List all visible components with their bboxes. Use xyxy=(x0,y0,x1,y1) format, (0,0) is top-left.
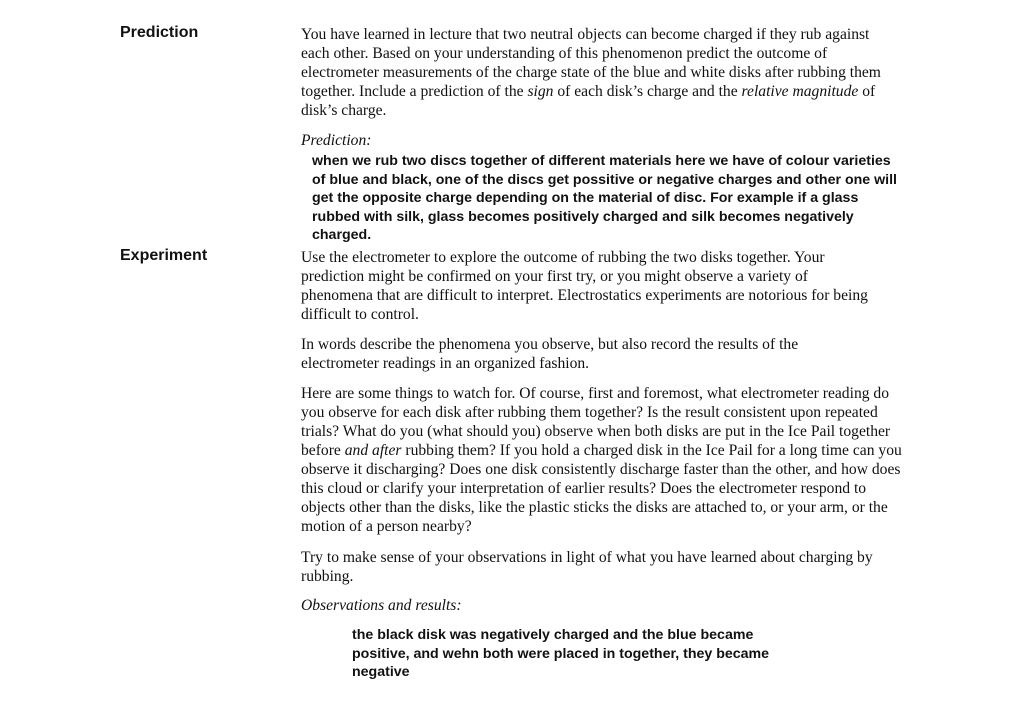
experiment-paragraph-3-text: Here are some things to watch for. Of course, first and foremost, what electrometer reading do you observe for each disk after rubbing them together? Is the result consistent upon repeated trials? What do you (what should you) observe when both disks are put in the Ice Pail together before xyxy=(301,385,891,459)
prediction-answer: when we rub two discs together of different materials here we have of colour varieties of blue and black, one of the discs get possitive or negative charges and other one will get the opposite charge depending on the material of disc. For example if a glass rubbed with silk, glass becomes positively charged and silk becomes negatively charged. xyxy=(312,153,897,244)
observations-prompt: Observations and results: xyxy=(301,597,462,614)
and-after-emphasis: and after xyxy=(344,442,402,459)
experiment-paragraph-3 xyxy=(301,384,911,536)
observations-answer: the black disk was negatively charged and the blue became positive, and wehn both were placed in together, they became negative xyxy=(352,627,770,681)
prediction-instructions-text: You have learned in lecture that two neutral objects can become charged if they rub against each other. Based on your understanding of this phenomenon predict the outcome of electrometer measurements of the charge state of the blue and white disks after rubbing them together. Include a prediction of the xyxy=(301,26,881,100)
prediction-instructions xyxy=(301,25,886,120)
experiment-paragraph-1: Use the electrometer to explore the outcome of rubbing the two disks together. Your prediction might be confirmed on your first try, or you might observe a variety of phenomena that are difficult to interpret. Electrostatics experiments are notorious for being difficult to control. xyxy=(301,249,868,323)
prediction-instructions-text-3: of disk’s charge. xyxy=(301,83,876,119)
experiment-paragraph-3-text-2: rubbing them? If you hold a charged disk in the Ice Pail for a long time can you observe it discharging? Does one disk consistently discharge faster than the other, and how does this cloud or clarify your interpretation of earlier results? Does the electrometer respond to objects other than the disks, like the plastic sticks the disks are attached to, or your arm, or the motion of a person nearby? xyxy=(301,442,902,535)
sign-emphasis: sign xyxy=(527,83,554,100)
experiment-heading: Experiment xyxy=(120,247,208,264)
prediction-heading: Prediction xyxy=(120,24,199,41)
relative-magnitude-emphasis: relative magnitude xyxy=(741,83,859,100)
prediction-instructions-text-2: of each disk’s charge and the xyxy=(553,83,742,100)
experiment-paragraph-4: Try to make sense of your observations in light of what you have learned about charging by rubbing. xyxy=(301,549,873,585)
prediction-prompt: Prediction: xyxy=(301,132,372,149)
experiment-paragraph-2: In words describe the phenomena you observe, but also record the results of the electrometer readings in an organized fashion. xyxy=(301,336,799,372)
